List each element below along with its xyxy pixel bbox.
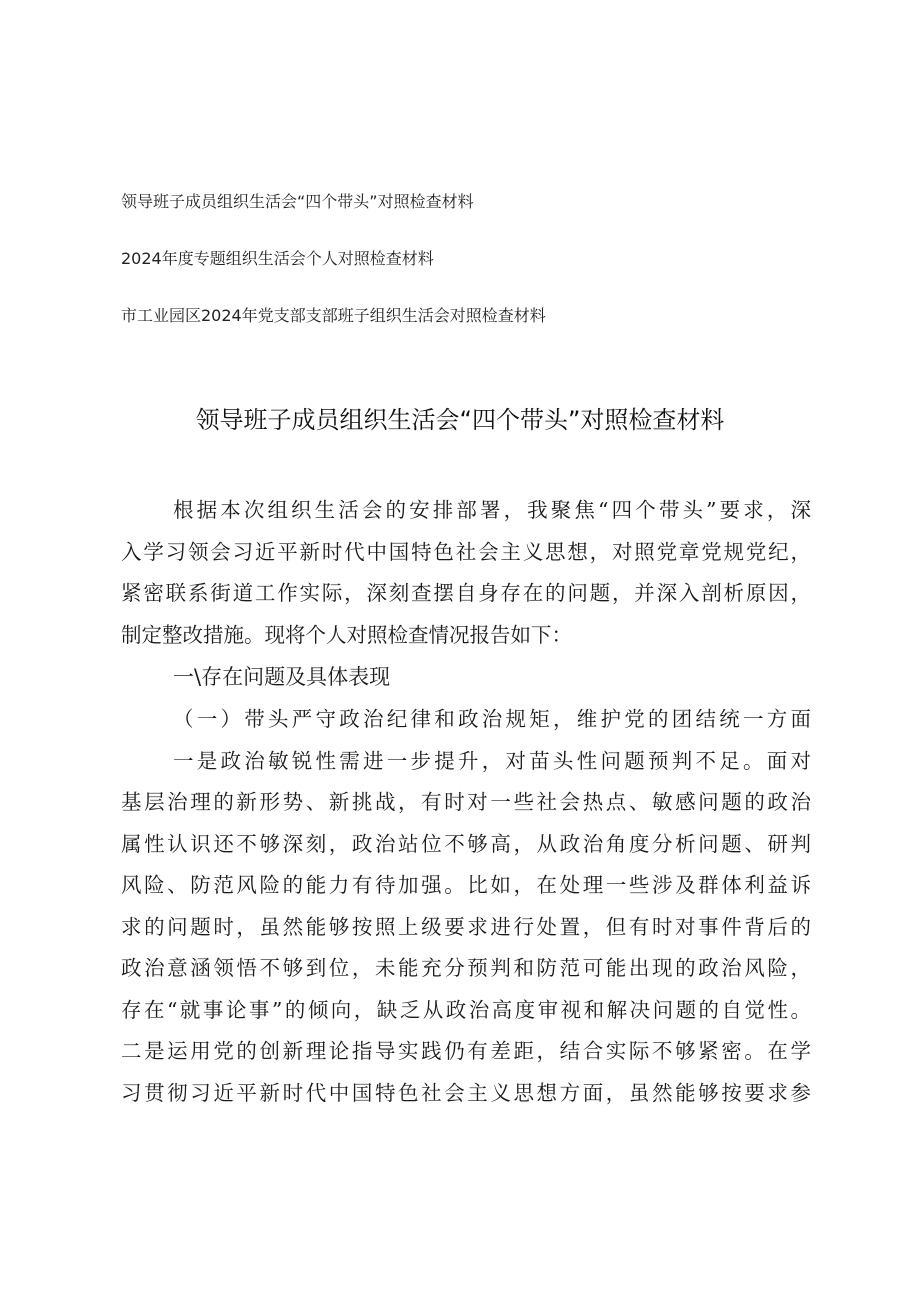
text-line: 存在“就事论事”的倾向，缺乏从政治高度审视和解决问题的自觉性。 bbox=[121, 997, 811, 1022]
text-line: 一是政治敏锐性需进一步提升，对苗头性问题预判不足。面对 bbox=[173, 748, 811, 773]
intro-paragraph bbox=[121, 490, 811, 656]
section-heading: 一\存在问题及具体表现 bbox=[173, 665, 391, 689]
text-line: 风险、防范风险的能力有待加强。比如，在处理一些涉及群体利益诉 bbox=[121, 873, 811, 897]
toc-list bbox=[121, 188, 821, 359]
text-line: 属性认识还不够深刻，政治站位不够高，从政治角度分析问题、研判 bbox=[121, 831, 811, 856]
text-line: 政治意涵领悟不够到位，未能充分预判和防范可能出现的政治风险， bbox=[121, 956, 811, 980]
text-line: 根据本次组织生活会的安排部署，我聚焦“四个带头”要求，深 bbox=[173, 498, 811, 522]
text-line: 求的问题时，虽然能够按照上级要求进行处置，但有时对事件背后的 bbox=[121, 914, 811, 939]
toc-item[interactable]: 2024年度专题组织生活会个人对照检查材料 bbox=[121, 249, 434, 268]
document-body bbox=[121, 490, 811, 1114]
text-line: 习贯彻习近平新时代中国特色社会主义思想方面，虽然能够按要求参 bbox=[121, 1080, 811, 1105]
body-paragraph bbox=[121, 741, 811, 1115]
text-line: 二是运用党的创新理论指导实践仍有差距，结合实际不够紧密。在学 bbox=[121, 1039, 811, 1063]
document-title: 领导班子成员组织生活会“四个带头”对照检查材料 bbox=[195, 406, 725, 434]
text-line: 入学习领会习近平新时代中国特色社会主义思想，对照党章党规党纪， bbox=[121, 539, 811, 564]
toc-item[interactable]: 市工业园区2024年党支部支部班子组织生活会对照检查材料 bbox=[121, 306, 546, 325]
text-line: 紧密联系街道工作实际，深刻查摆自身存在的问题，并深入剖析原因， bbox=[121, 581, 811, 605]
text-line: 基层治理的新形势、新挑战，有时对一些社会热点、敏感问题的政治 bbox=[121, 790, 811, 814]
subsection-heading: （一）带头严守政治纪律和政治规矩，维护党的团结统一方面 bbox=[173, 707, 811, 731]
toc-item[interactable]: 领导班子成员组织生活会“四个带头”对照检查材料 bbox=[121, 192, 474, 211]
text-line: 制定整改措施。现将个人对照检查情况报告如下： bbox=[121, 622, 572, 647]
